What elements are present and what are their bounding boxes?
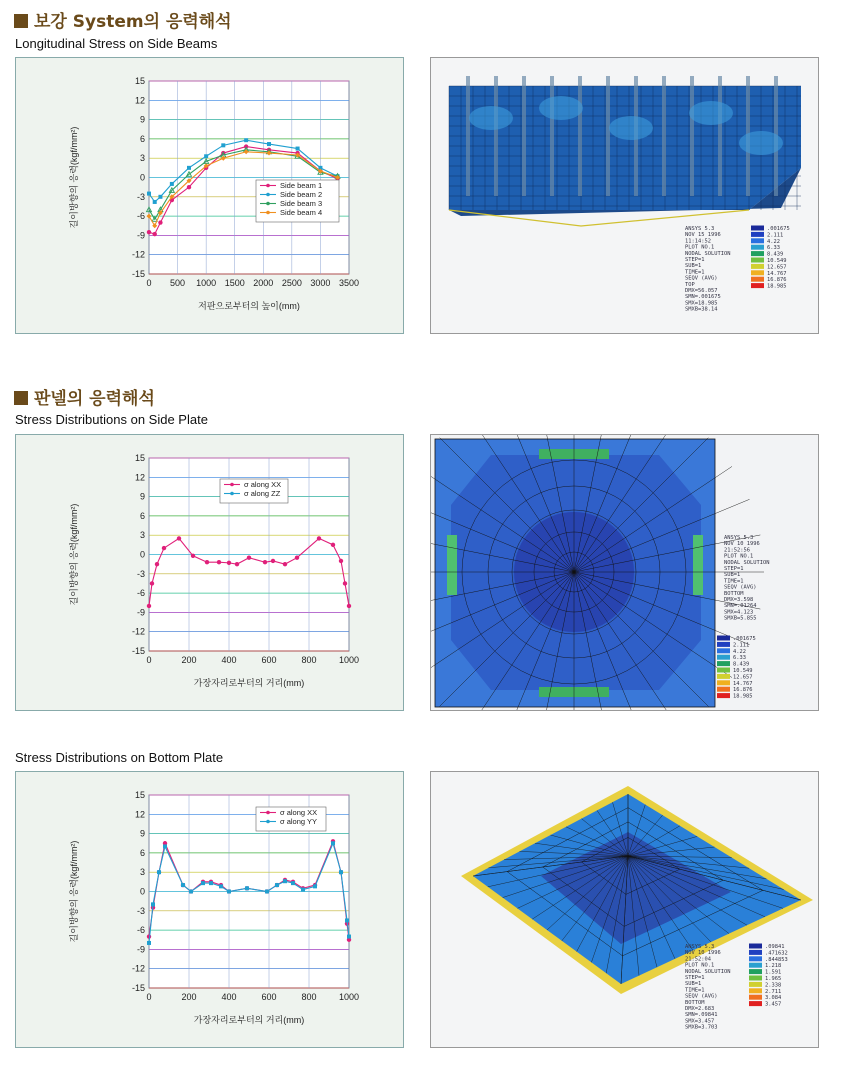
level-swatch	[717, 668, 730, 673]
ansys-header-line: SUB=1	[685, 263, 702, 270]
legend-entry: σ along ZZ	[244, 489, 281, 498]
x-tick-label: 500	[170, 278, 186, 288]
y-tick-label: 3	[139, 867, 145, 878]
ansys-header-line: PLOT NO.1	[685, 244, 715, 251]
level-value: 12.657	[733, 674, 753, 681]
x-tick-label: 400	[221, 655, 237, 665]
level-value: 16.876	[767, 277, 787, 284]
data-point	[296, 147, 300, 151]
ansys-header-line: DMX=3.598	[724, 597, 754, 603]
level-swatch	[751, 277, 764, 282]
data-point	[247, 556, 251, 560]
y-axis-label: 길이방향의 응력(kgf/mm²)	[69, 840, 79, 943]
section-title-panel: 판넬의 응력해석	[14, 384, 155, 409]
x-tick-label: 2000	[253, 278, 274, 288]
data-point	[339, 870, 343, 874]
ansys-header-line: NODAL SOLUTION	[724, 559, 770, 566]
level-swatch	[717, 655, 730, 660]
data-point	[162, 546, 166, 550]
data-point	[331, 543, 335, 547]
ansys-header-line: BOTTOM	[724, 590, 744, 597]
legend-entry: Side beam 3	[280, 199, 323, 208]
data-point	[265, 890, 269, 894]
x-tick-label: 200	[181, 992, 197, 1002]
y-tick-label: 3	[139, 530, 145, 541]
y-axis-label: 길이방향의 응력(kgf/mm²)	[69, 126, 79, 229]
legend-marker	[266, 811, 270, 815]
level-swatch	[749, 956, 762, 961]
ansys-header-line: NOV 10 1996	[685, 950, 721, 957]
ansys-header-line: DMX=2.683	[685, 1006, 715, 1012]
ansys-header-line: BOTTOM	[685, 999, 705, 1006]
data-point	[271, 559, 275, 563]
level-swatch	[749, 976, 762, 981]
ansys-header-line: SMX=4.123	[724, 609, 754, 616]
ansys-header-line: STEP=1	[685, 257, 705, 263]
x-tick-label: 3500	[338, 278, 360, 288]
data-point	[221, 143, 225, 147]
subtitle-side-plate: Stress Distributions on Side Plate	[15, 412, 208, 427]
y-tick-label: 6	[139, 510, 145, 521]
level-swatch	[751, 264, 764, 269]
contour-plot-3d-box	[431, 58, 818, 333]
chart-panel-side-beams	[15, 57, 404, 334]
level-swatch	[717, 636, 730, 641]
x-tick-label: 0	[146, 655, 152, 665]
x-tick-label: 1000	[196, 278, 217, 288]
ansys-header-line: ANSYS 5.3	[724, 535, 754, 541]
legend-entry: σ along YY	[280, 817, 318, 826]
data-point	[291, 881, 295, 885]
legend-marker	[266, 184, 270, 188]
data-point	[163, 844, 167, 848]
ansys-header-line: NOV 10 1996	[724, 541, 760, 548]
ansys-header-line: NODAL SOLUTION	[685, 250, 731, 257]
y-tick-label: 12	[134, 809, 145, 820]
data-point	[345, 918, 349, 922]
level-value: 1.218	[765, 963, 782, 970]
level-swatch	[717, 642, 730, 647]
level-value: .001675	[767, 226, 790, 232]
y-tick-label: -3	[136, 905, 145, 916]
level-swatch	[749, 988, 762, 993]
data-point	[150, 581, 154, 585]
data-point	[157, 870, 161, 874]
ansys-header-line: SMN=.09841	[685, 1012, 718, 1019]
level-value: 2.111	[767, 232, 784, 239]
y-tick-label: 0	[139, 172, 145, 183]
y-tick-label: -12	[131, 963, 145, 974]
ansys-header-line: NODAL SOLUTION	[685, 968, 731, 975]
data-point	[267, 142, 271, 146]
y-tick-label: -6	[136, 588, 145, 599]
data-point	[295, 556, 299, 560]
chart-panel-bottom-plate	[15, 771, 404, 1048]
data-point	[245, 886, 249, 890]
x-tick-label: 1000	[338, 655, 360, 665]
y-tick-label: -6	[136, 211, 145, 222]
ansys-header-line: SEQV (AVG)	[685, 275, 718, 282]
x-tick-label: 1000	[338, 992, 360, 1002]
data-point	[347, 604, 351, 608]
level-swatch	[717, 680, 730, 685]
data-point	[191, 554, 195, 558]
x-tick-label: 600	[261, 655, 277, 665]
data-point	[155, 562, 159, 566]
data-point	[244, 138, 248, 142]
y-tick-label: -12	[131, 626, 145, 637]
legend-marker	[230, 492, 234, 496]
ansys-header-line: ANSYS 5.3	[685, 226, 715, 232]
ansys-header-line: TOP	[685, 281, 695, 288]
data-point	[331, 841, 335, 845]
level-value: 2.711	[765, 988, 782, 995]
x-tick-label: 2500	[281, 278, 302, 288]
level-value: 2.338	[765, 982, 782, 989]
ansys-header-line: ANSYS 5.3	[685, 944, 715, 950]
ansys-header-line: TIME=1	[724, 578, 744, 585]
contour-plot-bottom-plate	[431, 772, 818, 1047]
ansys-header-line: SMN=.01264	[724, 603, 757, 610]
level-value: 18.985	[733, 693, 753, 700]
level-value: 18.985	[767, 283, 787, 290]
y-tick-label: 15	[134, 453, 145, 463]
level-value: 8.439	[767, 251, 784, 258]
level-value: 1.965	[765, 976, 782, 982]
data-point	[235, 562, 239, 566]
data-point	[227, 561, 231, 565]
level-swatch	[751, 226, 764, 231]
data-point	[153, 200, 157, 204]
data-point	[227, 890, 231, 894]
data-point	[339, 559, 343, 563]
level-value: 6.33	[767, 245, 780, 252]
y-tick-label: 3	[139, 153, 145, 164]
y-tick-label: -6	[136, 925, 145, 936]
data-point	[204, 154, 208, 158]
y-tick-label: -15	[131, 646, 145, 656]
y-tick-label: -9	[136, 230, 145, 241]
legend-entry: Side beam 1	[280, 181, 323, 190]
x-axis-label: 가장자리로부터의 거리(mm)	[193, 1015, 305, 1025]
y-tick-label: -9	[136, 607, 145, 618]
ansys-header-line: SMX=18.985	[685, 300, 718, 307]
x-tick-label: 3000	[310, 278, 331, 288]
x-tick-label: 600	[261, 992, 277, 1002]
ansys-header-line: SMXB=38.14	[685, 306, 718, 313]
data-point	[181, 883, 185, 887]
level-value: 12.657	[767, 264, 787, 271]
chart-legend	[256, 807, 326, 831]
data-point	[209, 881, 213, 885]
level-value: .001675	[733, 636, 756, 642]
level-value: 16.876	[733, 687, 753, 694]
legend-entry: σ along XX	[244, 480, 282, 489]
level-value: 8.439	[733, 661, 750, 668]
ansys-header-line: 21:52:56	[724, 547, 750, 554]
y-tick-label: 6	[139, 133, 145, 144]
y-tick-label: -15	[131, 983, 145, 993]
data-point	[158, 220, 162, 224]
data-point	[187, 185, 191, 189]
legend-marker	[266, 193, 270, 197]
ansys-header-line: DMX=56.057	[685, 288, 718, 294]
level-swatch	[751, 238, 764, 243]
ansys-header-line: NOV 15 1996	[685, 232, 721, 239]
heading-square-icon	[14, 14, 28, 28]
data-point	[205, 560, 209, 564]
level-swatch	[749, 982, 762, 987]
ansys-header-line: SEQV (AVG)	[724, 584, 757, 591]
level-value: 4.22	[733, 648, 746, 655]
y-tick-label: -9	[136, 944, 145, 955]
ansys-header-line: SMX=3.457	[685, 1018, 715, 1025]
contour-image-bottom-plate	[430, 771, 819, 1048]
level-value: 4.22	[767, 238, 780, 245]
x-tick-label: 1500	[224, 278, 245, 288]
data-point	[187, 166, 191, 170]
y-tick-label: 15	[134, 790, 145, 800]
level-value: 3.457	[765, 1001, 782, 1008]
data-point	[275, 883, 279, 887]
ansys-header-line: SMXB=5.855	[724, 615, 757, 622]
data-point	[147, 941, 151, 945]
x-axis-label: 가장자리로부터의 거리(mm)	[193, 678, 305, 688]
ansys-header-line: STEP=1	[685, 975, 705, 981]
y-tick-label: 12	[134, 472, 145, 483]
ansys-header-line: SUB=1	[685, 981, 702, 988]
data-point	[283, 879, 287, 883]
data-point	[201, 881, 205, 885]
level-swatch	[717, 661, 730, 666]
data-point	[283, 562, 287, 566]
y-tick-label: 0	[139, 549, 145, 560]
level-value: 3.084	[765, 995, 782, 1002]
level-swatch	[749, 950, 762, 955]
ansys-header-line: SEQV (AVG)	[685, 993, 718, 1000]
legend-entry: Side beam 2	[280, 190, 323, 199]
level-swatch	[749, 944, 762, 949]
ansys-header-line: PLOT NO.1	[685, 962, 715, 969]
level-value: 1.591	[765, 969, 782, 976]
y-tick-label: 9	[139, 114, 145, 125]
x-tick-label: 0	[146, 992, 152, 1002]
level-value: 2.111	[733, 642, 750, 649]
legend-marker	[266, 820, 270, 824]
y-tick-label: -3	[136, 191, 145, 202]
y-tick-label: -12	[131, 249, 145, 260]
x-tick-label: 200	[181, 655, 197, 665]
data-point	[147, 230, 151, 234]
y-tick-label: 0	[139, 886, 145, 897]
ansys-header-line: TIME=1	[685, 269, 705, 276]
level-swatch	[717, 674, 730, 679]
chart-panel-side-plate	[15, 434, 404, 711]
y-tick-label: 6	[139, 847, 145, 858]
data-point	[147, 604, 151, 608]
y-tick-label: -15	[131, 269, 145, 279]
hotspot-left	[447, 535, 457, 595]
data-point	[217, 560, 221, 564]
contour-image-side-beams	[430, 57, 819, 334]
chart-side-beams	[16, 58, 403, 333]
y-tick-label: 9	[139, 491, 145, 502]
ansys-header-line: STEP=1	[724, 566, 744, 572]
legend-marker	[266, 211, 270, 215]
data-point	[189, 890, 193, 894]
level-swatch	[749, 995, 762, 1000]
x-axis-label: 저판으로부터의 높이(mm)	[198, 301, 300, 311]
data-point	[153, 232, 157, 236]
level-value: 10.549	[733, 668, 753, 674]
data-point	[151, 902, 155, 906]
data-point	[147, 192, 151, 196]
level-swatch	[751, 232, 764, 237]
level-swatch	[717, 648, 730, 653]
ansys-header-line: 21:52:04	[685, 956, 711, 963]
level-value: .844853	[765, 956, 788, 963]
y-tick-label: 15	[134, 76, 145, 86]
ansys-header-line: SMN=.001675	[685, 294, 721, 301]
data-point	[219, 884, 223, 888]
data-point	[317, 536, 321, 540]
chart-legend	[220, 479, 288, 503]
section-title-reinforcement: 보강 System의 응력해석	[14, 7, 232, 32]
data-point	[170, 182, 174, 186]
x-tick-label: 0	[146, 278, 152, 288]
data-point	[177, 536, 181, 540]
data-point	[343, 581, 347, 585]
data-point	[263, 560, 267, 564]
legend-marker	[230, 483, 234, 487]
level-swatch	[751, 251, 764, 256]
x-tick-label: 800	[301, 992, 317, 1002]
level-swatch	[749, 969, 762, 974]
level-swatch	[717, 687, 730, 692]
hotspot-right	[693, 535, 703, 595]
contour-image-side-plate	[430, 434, 819, 711]
legend-marker	[266, 202, 270, 206]
level-swatch	[751, 270, 764, 275]
data-point	[313, 884, 317, 888]
data-point	[158, 195, 162, 199]
data-point	[301, 888, 305, 892]
contour-plot-side-plate	[431, 435, 818, 710]
ansys-header-line: TIME=1	[685, 987, 705, 994]
y-tick-label: -3	[136, 568, 145, 579]
level-value: 14.767	[733, 680, 753, 687]
ansys-header-line: PLOT NO.1	[724, 553, 754, 560]
subtitle-bottom-plate: Stress Distributions on Bottom Plate	[15, 750, 224, 765]
ansys-header-line: 11:14:52	[685, 238, 711, 245]
level-swatch	[751, 283, 764, 288]
heading-square-icon	[14, 391, 28, 405]
level-value: 14.767	[767, 270, 787, 277]
level-swatch	[751, 245, 764, 250]
level-swatch	[749, 963, 762, 968]
y-axis-label: 길이방향의 응력(kgf/mm²)	[69, 503, 79, 606]
x-tick-label: 800	[301, 655, 317, 665]
level-swatch	[749, 1001, 762, 1006]
x-tick-label: 400	[221, 992, 237, 1002]
chart-legend	[256, 180, 339, 222]
y-tick-label: 12	[134, 95, 145, 106]
ansys-header-line: SMXB=3.703	[685, 1024, 718, 1031]
legend-entry: σ along XX	[280, 808, 318, 817]
level-swatch	[751, 258, 764, 263]
chart-bottom-plate	[16, 772, 403, 1047]
ansys-header-line: SUB=1	[724, 572, 741, 579]
y-tick-label: 9	[139, 828, 145, 839]
level-value: .471632	[765, 950, 788, 957]
level-value: .09841	[765, 944, 785, 950]
chart-side-plate	[16, 435, 403, 710]
data-point	[347, 935, 351, 939]
legend-entry: Side beam 4	[280, 208, 323, 217]
subtitle-side-beams: Longitudinal Stress on Side Beams	[15, 36, 218, 51]
level-value: 10.549	[767, 258, 787, 264]
level-value: 6.33	[733, 655, 746, 662]
level-swatch	[717, 693, 730, 698]
